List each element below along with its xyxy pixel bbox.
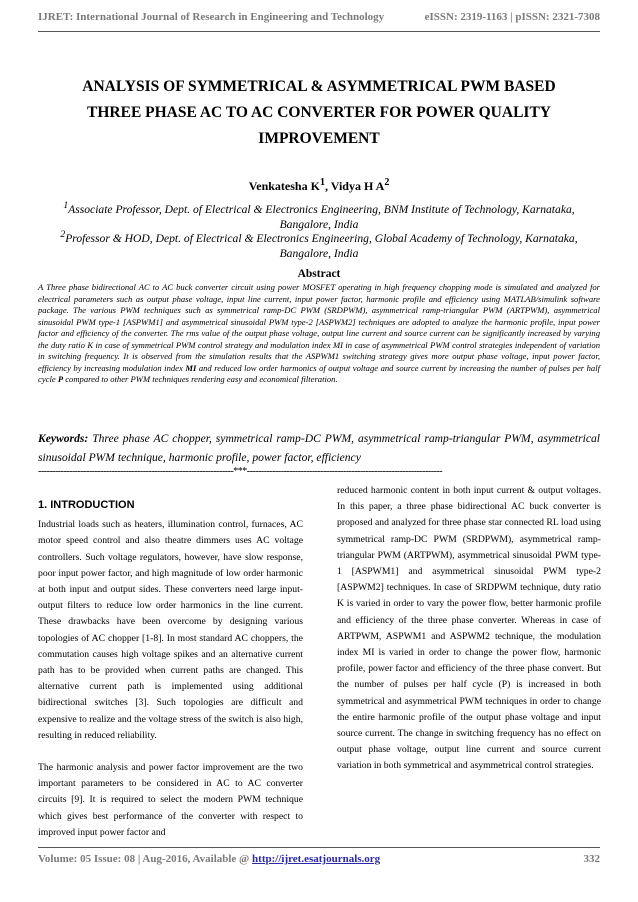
issn: eISSN: 2319-1163 | pISSN: 2321-7308: [424, 11, 600, 23]
author-1: Venkatesha K: [248, 179, 320, 193]
abstract-text-3: compared to other PWM techniques rendering easy and economical filteration.: [65, 374, 338, 384]
intro-paragraph-3: reduced harmonic content in both input current & output voltages. In this paper, a three phase bidirectional AC buck converter is proposed and analyzed for three phase star connected RL load using symmetrical ramp-DC PWM (SRDPWM), asymmetrical ramp-triangular PWM (ARTPWM), asymmetrical sinusoidal PWM type-1 [ASPWM1] and asymmetrical sinusoidal PWM type-2 [ASPWM2] techniques. In case of SRDPWM technique, duty ratio K is varied in order to vary the power flow, better harmonic profile and efficiency of the three phase converter. Whereas in case of ARTPWM, ASPWM1 and ASPWM2 technique, the modulation index MI is varied in order to change the power flow, harmonic profile, power factor and efficiency of the three phase convert. But the number of pulses per half cycle (P) is increased in both symmetrical and asymmetrical PWM techniques in order to change the entire harmonic profile of the output phase voltage and input source current. The change in switching frequency has no effect on output phase voltage, output line current and source current variation in both symmetrical and asymmetrical control strategies.: [337, 485, 601, 772]
keywords-label: Keywords:: [38, 432, 89, 445]
author-1-sup: 1: [319, 177, 325, 188]
affiliation-2-text: Professor & HOD, Dept. of Electrical & Electronics Engineering, Global Academy of Technology, Karnataka, Bangalore, India: [65, 231, 578, 260]
running-header: [38, 11, 600, 29]
keywords-text: Three phase AC chopper, symmetrical ramp-DC PWM, asymmetrical ramp-triangular PWM, asymmetrical sinusoidal PWM technique, harmonic profile, power factor, efficiency: [38, 432, 600, 464]
section-separator: ---------------------------------------------------------------------***---------------------------------------------------------------------: [38, 466, 443, 477]
affiliation-1-sup: 1: [63, 200, 69, 211]
paper-title: [40, 74, 598, 152]
abstract-text-2: and reduced low order harmonics of output voltage and source current by increasing the number of pulses per half cycle: [38, 362, 600, 384]
right-column: [337, 483, 601, 791]
author-separator: ,: [324, 179, 331, 193]
affiliation-2: [40, 227, 598, 261]
section-heading-introduction: 1. INTRODUCTION: [38, 499, 135, 511]
journal-name: IJRET: International Journal of Research in Engineering and Technology: [38, 11, 385, 23]
header-rule: [38, 31, 600, 32]
abstract-mi: MI: [185, 362, 197, 373]
page-number: 332: [583, 853, 600, 865]
author-2-sup: 2: [384, 177, 390, 188]
abstract-text: A Three phase bidirectional AC to AC buck converter circuit using power MOSFET operating in high frequency chopping mode is simulated and analyzed for electrical parameters such as output phase voltage, input line current, input power factor, harmonic profile and efficiency using MATLAB/simulink software package. The various PWM techniques such as symmetrical ramp-DC PWM (SRDPWM), asymmetrical ramp-triangular PWM (ARTPWM), asymmetrical sinusoidal PWM type-1 [ASPWM1] and asymmetrical sinusoidal PWM type-2 [ASPWM2] techniques are adopted to analyze the harmonic profile, input power factor and efficiency of the converter. The rms value of the output phase voltage, output line current and source current can be significantly increased by varying the duty ratio K in case of symmetrical PWM control strategy and modulation index MI in case of asymmetrical PWM control strategies independent of variation in switching frequency. It is observed from the simulation results that the ASPWM1 switching strategy gives more output phase voltage, input power factor, efficiency by increasing modulation index: [38, 282, 600, 373]
authors: [40, 177, 598, 194]
journal-link[interactable]: http://ijret.esatjournals.org: [252, 853, 381, 865]
abstract-heading: Abstract: [297, 268, 341, 280]
intro-paragraph-2: The harmonic analysis and power factor improvement are the two important parameters to be considered in AC to AC converter circuits [9]. It is required to select the modern PWM technique which gives best performance of the converter with respect to improved input power factor and: [38, 762, 303, 838]
abstract-p: P: [57, 374, 64, 384]
footer-volume-text: Volume: 05 Issue: 08 | Aug-2016, Available @: [38, 853, 253, 865]
title-line-3: IMPROVEMENT: [258, 130, 380, 147]
running-footer: [38, 853, 600, 869]
title-line-1: ANALYSIS OF SYMMETRICAL & ASYMMETRICAL PWM BASED: [82, 78, 556, 95]
affiliation-1-text: Associate Professor, Dept. of Electrical & Electronics Engineering, BNM Institute of Technology, Karnataka, Bangalore, India: [68, 202, 575, 231]
footer-rule: [38, 847, 600, 848]
keywords: [38, 429, 600, 467]
title-line-2: THREE PHASE AC TO AC CONVERTER FOR POWER QUALITY: [87, 104, 551, 121]
abstract-body: [38, 282, 600, 386]
affiliation-2-sup: 2: [60, 229, 66, 240]
intro-paragraph-1: Industrial loads such as heaters, illumination control, furnaces, AC motor speed control and also theatre dimmers uses AC voltage controllers. Such voltage regulators, however, have slow response, poor input power factor, and high magnitude of low order harmonic at both input and output sides. These converters need large input-output filters to reduce low order harmonics in the line current. These drawbacks have been overcome by designing various topologies of AC chopper [1-8]. In most standard AC choppers, the commutation causes high voltage spikes and an alternative current path has to be provided when current paths are changed. This alternative current path is implemented using additional bidirectional switches [3]. Such topologies are difficult and expensive to realize and the voltage stress of the switch is also high, resulting in reduced reliability.: [38, 519, 303, 741]
left-column: [38, 497, 303, 857]
footer-volume: [38, 853, 380, 865]
author-2: Vidya H A: [330, 179, 385, 193]
